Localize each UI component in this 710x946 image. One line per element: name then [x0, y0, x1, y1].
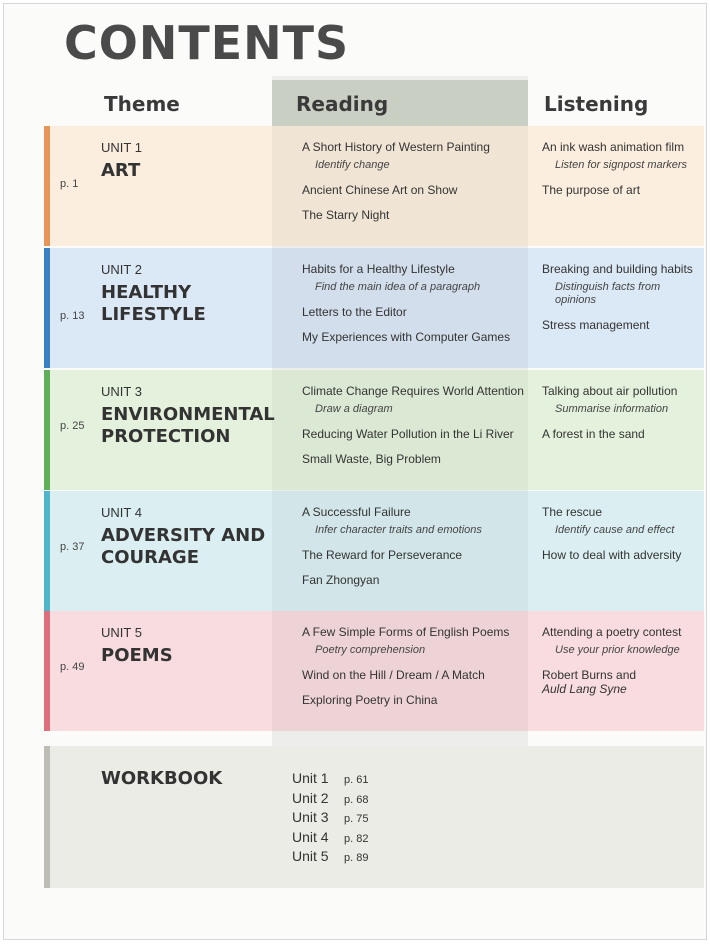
- reading-skill: Find the main idea of a paragraph: [315, 281, 481, 293]
- listening-title-text: Talking about air pollution: [542, 384, 678, 398]
- page-title: CONTENTS: [64, 16, 350, 70]
- reading-title-text: Reducing Water Pollution in the Li River: [302, 427, 514, 441]
- reading-title[interactable]: [302, 262, 524, 276]
- reading-title-text: My Experiences with Computer Games: [302, 330, 511, 344]
- reading-skill: Poetry comprehension: [315, 644, 426, 656]
- unit-name: [101, 282, 276, 326]
- reading-title[interactable]: [302, 140, 524, 154]
- listening-skill: Use your prior knowledge: [555, 644, 680, 656]
- listening-skill: Summarise information: [555, 403, 669, 415]
- reading-list: [302, 384, 524, 466]
- workbook-entry-unit: Unit 4: [292, 828, 329, 845]
- unit-section: [44, 248, 704, 368]
- workbook-entry-unit: Unit 2: [292, 789, 329, 806]
- listening-title-text: An ink wash animation film: [542, 140, 685, 154]
- unit-page-ref[interactable]: p. 13: [60, 310, 85, 322]
- reading-title[interactable]: [302, 573, 524, 587]
- reading-title-text: Exploring Poetry in China: [302, 693, 438, 707]
- theme-column-header: Theme: [104, 92, 180, 116]
- reading-title[interactable]: [302, 183, 524, 197]
- unit-name: [101, 645, 276, 667]
- reading-title-text: A Short History of Western Painting: [302, 140, 490, 154]
- listening-title[interactable]: [542, 384, 702, 398]
- unit-name-line: COURAGE: [101, 547, 199, 568]
- reading-title[interactable]: [302, 305, 524, 319]
- listening-title[interactable]: [542, 625, 702, 639]
- unit-color-bar: [44, 370, 50, 490]
- listening-title-text: How to deal with adversity: [542, 548, 682, 562]
- workbook-list: [292, 770, 368, 868]
- unit-section: [44, 491, 704, 611]
- listening-title-text: Robert Burns and: [542, 668, 637, 682]
- workbook-entry[interactable]: [292, 829, 368, 849]
- unit-label: UNIT 1: [101, 140, 142, 155]
- unit-color-bar: [44, 491, 50, 611]
- reading-title-text: Small Waste, Big Problem: [302, 452, 441, 466]
- unit-page-ref[interactable]: p. 25: [60, 420, 85, 432]
- listening-title[interactable]: [542, 140, 702, 154]
- reading-title-text: A Few Simple Forms of English Poems: [302, 625, 510, 639]
- listening-title-text: Breaking and building habits: [542, 262, 693, 276]
- workbook-color-bar: [44, 746, 50, 888]
- reading-list: [302, 262, 524, 344]
- reading-title[interactable]: [302, 330, 524, 344]
- unit-page-ref[interactable]: p. 1: [60, 178, 79, 190]
- listening-title[interactable]: [542, 668, 702, 696]
- listening-title-italic: Auld Lang Syne: [542, 682, 627, 696]
- unit-name-line: POEMS: [101, 645, 173, 666]
- workbook-entry-unit: Unit 3: [292, 809, 329, 825]
- listening-title[interactable]: [542, 548, 702, 562]
- listening-list: [542, 140, 702, 197]
- unit-name: [101, 404, 276, 448]
- workbook-entry[interactable]: [292, 790, 368, 810]
- workbook-title: WORKBOOK: [101, 768, 223, 789]
- listening-column-header: Listening: [544, 92, 649, 116]
- unit-label: UNIT 2: [101, 262, 142, 277]
- unit-name-line: ENVIRONMENTAL: [101, 404, 275, 425]
- reading-title-text: Habits for a Healthy Lifestyle: [302, 262, 455, 276]
- unit-name: [101, 160, 276, 182]
- reading-title[interactable]: [302, 693, 524, 707]
- unit-name-line: ART: [101, 160, 141, 181]
- listening-title-text: A forest in the sand: [542, 427, 645, 441]
- workbook-entry-page: p. 82: [344, 832, 369, 845]
- listening-title[interactable]: [542, 505, 702, 519]
- workbook-entry-unit: Unit 1: [292, 770, 329, 786]
- unit-name: [101, 525, 276, 569]
- workbook-entry-unit: Unit 5: [292, 848, 329, 864]
- listening-list: [542, 384, 702, 441]
- workbook-entry[interactable]: [292, 848, 368, 868]
- listening-title-text: The rescue: [542, 505, 603, 519]
- listening-title-text: Attending a poetry contest: [542, 625, 682, 639]
- listening-skill: Identify cause and effect: [555, 524, 675, 536]
- listening-list: [542, 262, 702, 332]
- reading-title-text: Ancient Chinese Art on Show: [302, 183, 458, 197]
- listening-skill: Distinguish facts from opinions: [555, 281, 661, 306]
- reading-title-text: The Starry Night: [302, 208, 390, 222]
- unit-section: [44, 611, 704, 731]
- reading-column-header: Reading: [272, 80, 528, 128]
- listening-list: [542, 505, 702, 562]
- reading-title[interactable]: [302, 625, 524, 639]
- unit-page-ref[interactable]: p. 49: [60, 661, 85, 673]
- workbook-entry-page: p. 61: [344, 774, 369, 786]
- reading-skill: Draw a diagram: [315, 403, 393, 415]
- unit-name-line: HEALTHY: [101, 282, 192, 303]
- listening-title[interactable]: [542, 262, 702, 276]
- reading-title-text: A Successful Failure: [302, 505, 411, 519]
- unit-section: [44, 126, 704, 246]
- listening-list: [542, 625, 702, 696]
- reading-title[interactable]: [302, 548, 524, 562]
- contents-page: [3, 3, 707, 940]
- reading-list: [302, 505, 524, 587]
- reading-list: [302, 140, 524, 222]
- workbook-entry[interactable]: [292, 809, 368, 829]
- workbook-entry-page: p. 89: [344, 852, 369, 864]
- reading-title-text: Wind on the Hill / Dream / A Match: [302, 668, 485, 682]
- listening-title-text: Stress management: [542, 318, 650, 332]
- unit-name-line: PROTECTION: [101, 426, 231, 447]
- reading-title-text: The Reward for Perseverance: [302, 548, 463, 562]
- workbook-entry-page: p. 75: [344, 813, 369, 825]
- unit-color-bar: [44, 611, 50, 731]
- unit-name-line: LIFESTYLE: [101, 304, 206, 325]
- unit-name-line: ADVERSITY AND: [101, 525, 266, 546]
- reading-title-text: Letters to the Editor: [302, 305, 407, 319]
- reading-title[interactable]: [302, 427, 524, 441]
- reading-title[interactable]: [302, 668, 524, 682]
- reading-skill: Infer character traits and emotions: [315, 524, 482, 536]
- unit-page-ref[interactable]: p. 37: [60, 541, 85, 553]
- workbook-entry[interactable]: [292, 770, 368, 790]
- reading-title[interactable]: [302, 384, 524, 398]
- unit-label: UNIT 4: [101, 505, 142, 520]
- workbook-entry-page: p. 68: [344, 793, 369, 806]
- reading-title[interactable]: [302, 208, 524, 222]
- unit-color-bar: [44, 126, 50, 246]
- unit-section: [44, 370, 704, 490]
- unit-label: UNIT 3: [101, 384, 142, 399]
- reading-skill: Identify change: [315, 159, 390, 171]
- reading-title-text: Fan Zhongyan: [302, 573, 380, 587]
- reading-title-text: Climate Change Requires World Attention: [302, 384, 524, 398]
- reading-title[interactable]: [302, 452, 524, 466]
- reading-title[interactable]: [302, 505, 524, 519]
- unit-color-bar: [44, 248, 50, 368]
- reading-list: [302, 625, 524, 707]
- listening-title[interactable]: [542, 183, 702, 197]
- listening-title-text: The purpose of art: [542, 183, 641, 197]
- listening-skill: Listen for signpost markers: [555, 159, 688, 171]
- workbook-section: [44, 746, 704, 888]
- listening-title[interactable]: [542, 318, 702, 332]
- unit-label: UNIT 5: [101, 625, 142, 640]
- listening-title[interactable]: [542, 427, 702, 441]
